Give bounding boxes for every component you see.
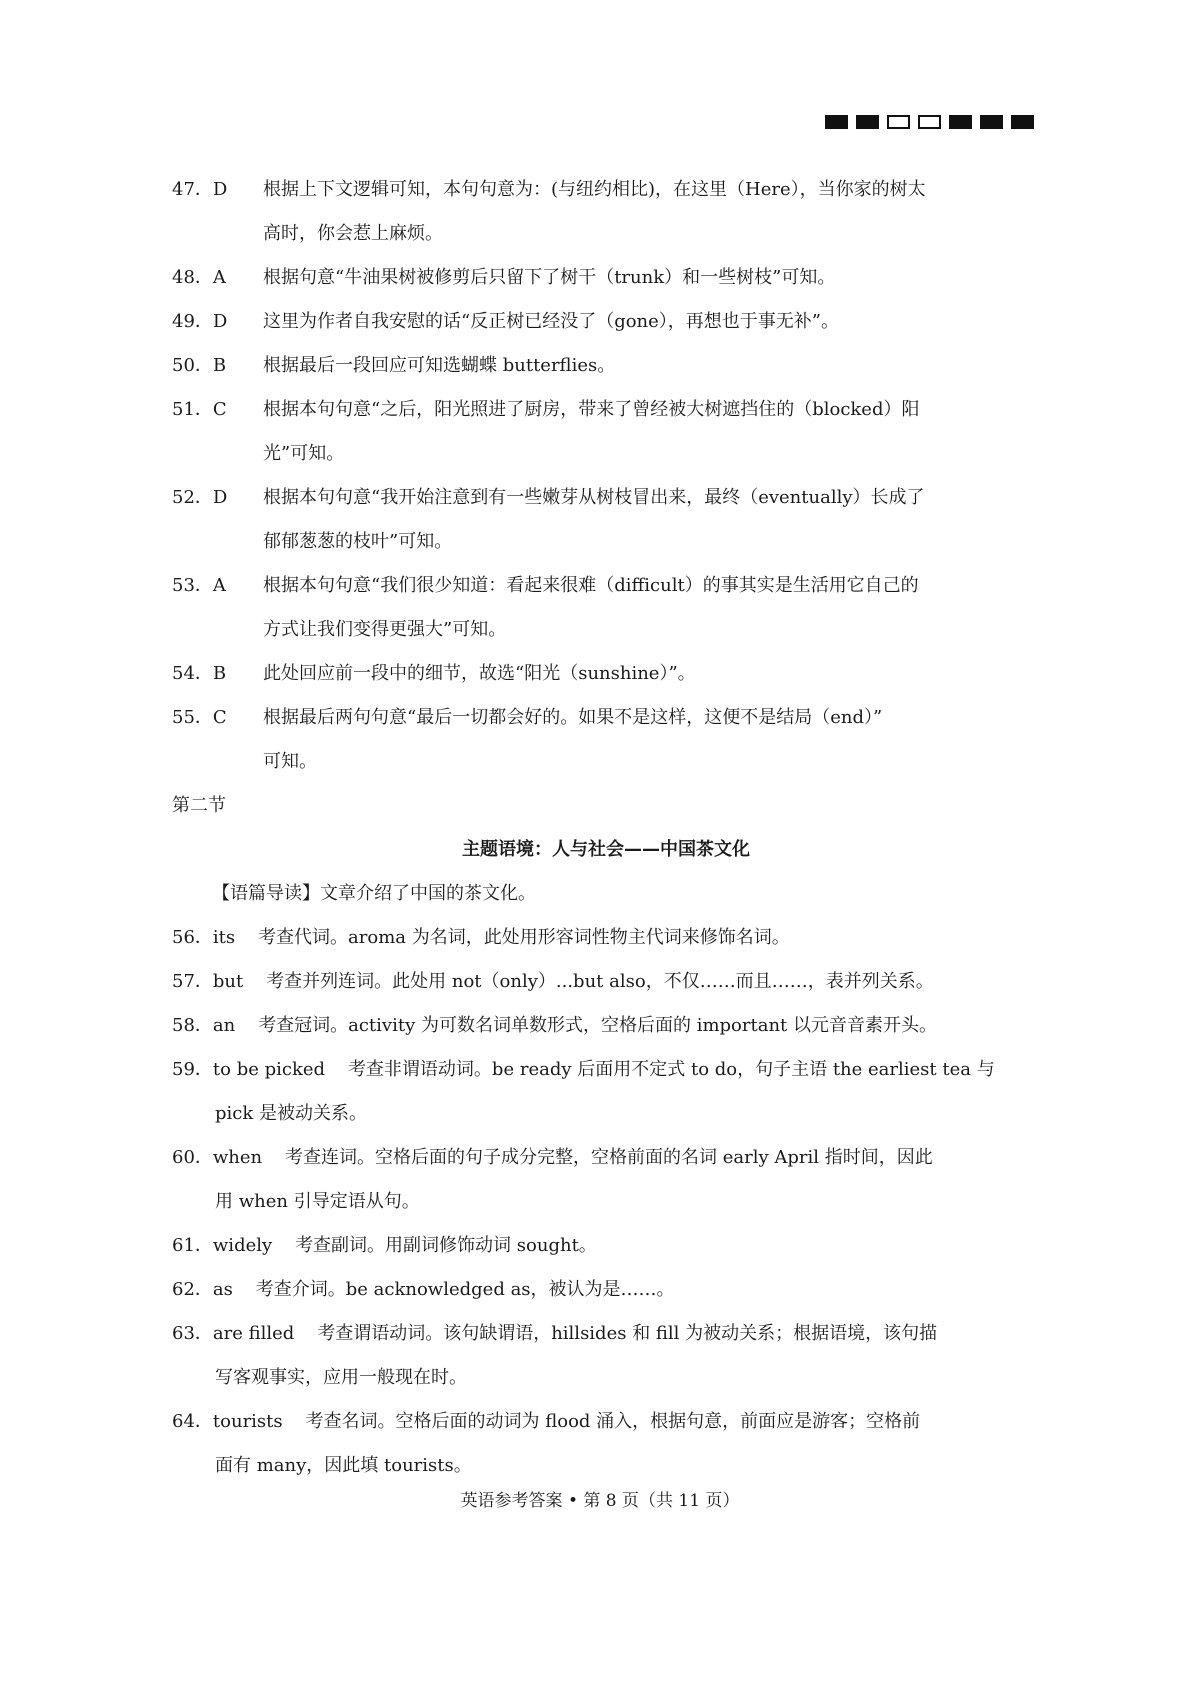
cloze-answer-49: [172, 300, 1040, 344]
cloze-answer-48: [172, 256, 1040, 300]
answer-explanation-cont: 高时，你会惹上麻烦。: [263, 223, 443, 244]
answer-number: 48．A: [172, 267, 226, 288]
answer-number: 62．as: [172, 1279, 233, 1300]
fill-answer-60-cont: 用 when 引导定语从句。: [215, 1191, 420, 1212]
header-mark-7: [1011, 115, 1034, 129]
header-marks: [825, 115, 1034, 129]
answer-number: 54．B: [172, 663, 227, 684]
answer-number: 58．an: [172, 1015, 236, 1036]
cloze-answer-52: [172, 476, 1040, 564]
answer-explanation-cont: 方式让我们变得更强大”可知。: [263, 619, 507, 640]
fill-answer-56: [172, 916, 1040, 960]
answer-explanation: 根据最后两句句意“最后一切都会好的。如果不是这样，这便不是结局（end）”: [263, 707, 883, 728]
answer-explanation-cont: 可知。: [263, 751, 317, 772]
fill-answer-60: [172, 1136, 1040, 1180]
fill-answer-64-cont: 面有 many，因此填 tourists。: [215, 1455, 472, 1476]
fill-answer-59: [172, 1048, 1040, 1092]
answer-explanation: 考查冠词。activity 为可数名词单数形式，空格后面的 important 以元音音素开头。: [258, 1015, 937, 1036]
fill-answer-64: [172, 1400, 1040, 1444]
answer-explanation: 考查介词。be acknowledged as，被认为是……。: [255, 1279, 675, 1300]
answer-explanation: 根据本句句意“我们很少知道：看起来很难（difficult）的事其实是生活用它自己的: [263, 575, 919, 596]
fill-answer-63-cont: 写客观事实，应用一般现在时。: [215, 1367, 467, 1388]
header-mark-6: [980, 115, 1003, 129]
answer-number: 47．D: [172, 179, 228, 200]
header-mark-2: [856, 115, 879, 129]
topic-heading: 主题语境：人与社会——中国茶文化: [462, 839, 750, 860]
header-mark-3: [887, 115, 910, 129]
fill-answer-61: [172, 1224, 1040, 1268]
answer-number: 60．when: [172, 1147, 263, 1168]
fill-answer-62: [172, 1268, 1040, 1312]
cloze-answer-55: [172, 696, 1040, 784]
answer-number: 51．C: [172, 399, 227, 420]
answer-number: 56．its: [172, 927, 236, 948]
answer-body: [172, 168, 1040, 1488]
page-footer: 英语参考答案 • 第 8 页（共 11 页）: [460, 1491, 740, 1511]
answer-explanation: 考查名词。空格后面的动词为 flood 涌入，根据句意，前面应是游客；空格前: [305, 1411, 921, 1432]
answer-explanation: 根据本句句意“我开始注意到有一些嫩芽从树枝冒出来，最终（eventually）长成了: [263, 487, 925, 508]
answer-explanation: 此处回应前一段中的细节，故选“阳光（sunshine）”。: [263, 663, 696, 684]
answer-explanation: 考查非谓语动词。be ready 后面用不定式 to do，句子主语 the earliest tea 与: [347, 1059, 995, 1080]
answer-number: 52．D: [172, 487, 228, 508]
cloze-answer-50: [172, 344, 1040, 388]
answer-number: 57．but: [172, 971, 244, 992]
answer-number: 63．are filled: [172, 1323, 295, 1344]
answer-explanation: 根据上下文逻辑可知，本句句意为：(与纽约相比)，在这里（Here），当你家的树太: [263, 179, 926, 200]
answer-number: 55．C: [172, 707, 227, 728]
fill-answer-59-cont: pick 是被动关系。: [215, 1103, 367, 1124]
answer-explanation: 考查谓语动词。该句缺谓语，hillsides 和 fill 为被动关系；根据语境，该句描: [317, 1323, 938, 1344]
header-mark-4: [918, 115, 941, 129]
answer-number: 61．widely: [172, 1235, 273, 1256]
section-label: 第二节: [172, 795, 226, 816]
answer-explanation: 考查并列连词。此处用 not（only）...but also，不仅……而且……，表并列关系。: [266, 971, 934, 992]
answer-number: 49．D: [172, 311, 228, 332]
cloze-answer-54: [172, 652, 1040, 696]
answer-explanation: 考查副词。用副词修饰动词 sought。: [295, 1235, 597, 1256]
header-mark-5: [949, 115, 972, 129]
answer-explanation: 考查连词。空格后面的句子成分完整，空格前面的名词 early April 指时间，因此: [285, 1147, 933, 1168]
answer-explanation: 考查代词。aroma 为名词，此处用形容词性物主代词来修饰名词。: [258, 927, 790, 948]
answer-explanation: 根据最后一段回应可知选蝴蝶 butterflies。: [263, 355, 616, 376]
answer-number: 53．A: [172, 575, 226, 596]
answer-number: 50．B: [172, 355, 227, 376]
answer-explanation: 这里为作者自我安慰的话“反正树已经没了（gone），再想也于事无补”。: [263, 311, 840, 332]
answer-explanation: 根据本句句意“之后，阳光照进了厨房，带来了曾经被大树遮挡住的（blocked）阳: [263, 399, 920, 420]
answer-explanation-cont: 郁郁葱葱的枝叶”可知。: [263, 531, 453, 552]
header-mark-1: [825, 115, 848, 129]
fill-answer-58: [172, 1004, 1040, 1048]
cloze-answer-53: [172, 564, 1040, 652]
fill-answer-57: [172, 960, 1040, 1004]
fill-answer-63: [172, 1312, 1040, 1356]
answer-explanation-cont: 光”可知。: [263, 443, 345, 464]
cloze-answer-47: [172, 168, 1040, 256]
answer-number: 64．tourists: [172, 1411, 283, 1432]
passage-guide: 【语篇导读】文章介绍了中国的茶文化。: [212, 883, 536, 904]
answer-explanation: 根据句意“牛油果树被修剪后只留下了树干（trunk）和一些树枝”可知。: [263, 267, 836, 288]
answer-number: 59．to be picked: [172, 1059, 326, 1080]
cloze-answer-51: [172, 388, 1040, 476]
